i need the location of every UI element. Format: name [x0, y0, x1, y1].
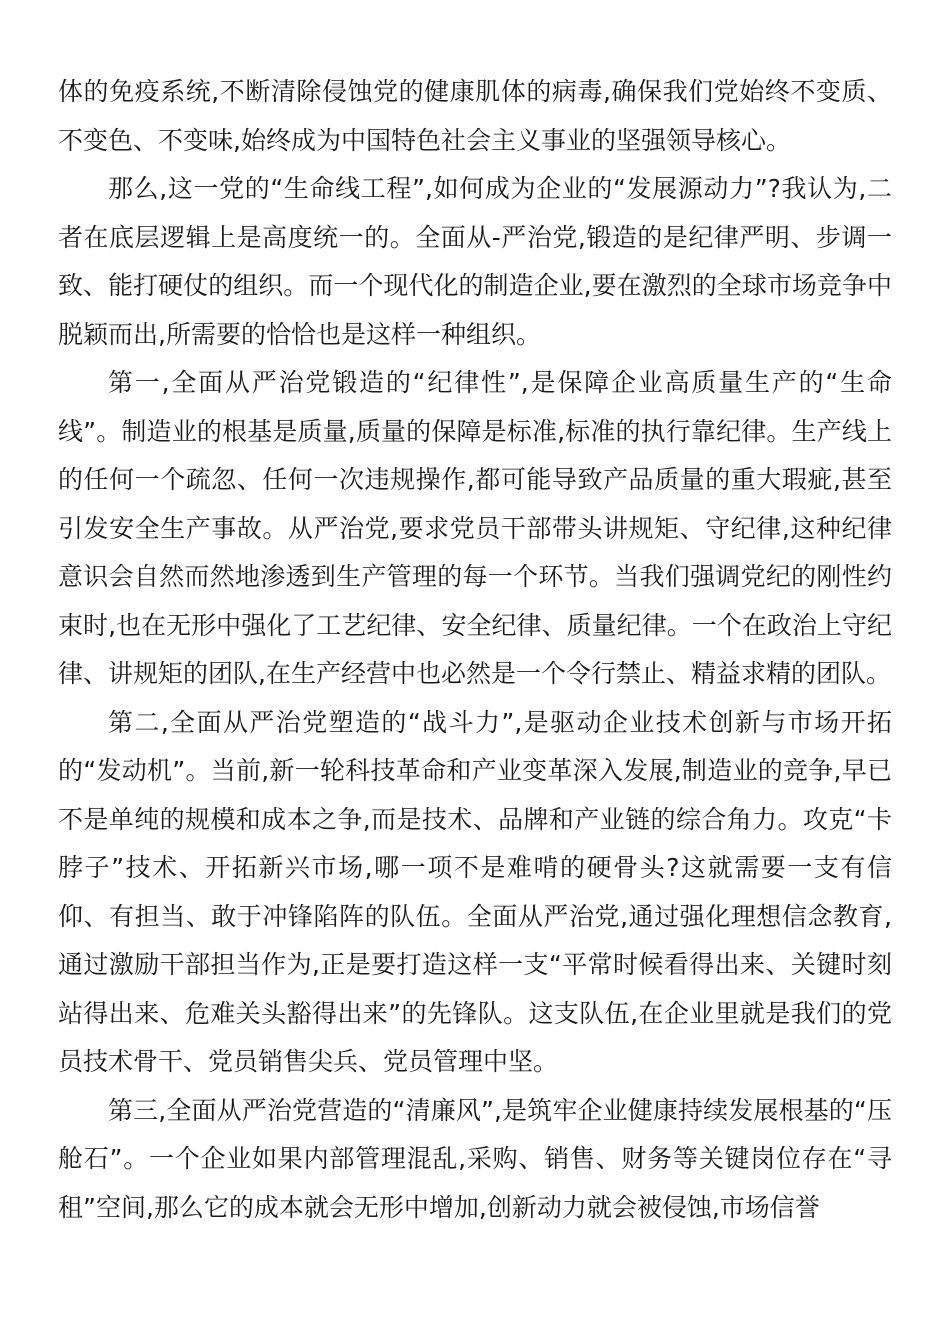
paragraph-discipline: 第一,全面从严治党锻造的“纪律性”,是保障企业高质量生产的“生命线”。制造业的根基是质量,质量的保障是标准,标准的执行靠纪律。生产线上的任何一个疏忽、任何一次违规操作,都可能导致产品质量的重大瑕疵,甚至引发安全生产事故。从严治党,要求党员干部带头讲规矩、守纪律,这种纪律意识会自然而然地渗透到生产管理的每一个环节。当我们强调党纪的刚性约束时,也在无形中强化了工艺纪律、安全纪律、质量纪律。一个在政治上守纪律、讲规矩的团队,在生产经营中也必然是一个令行禁止、精益求精的团队。	[58, 368, 892, 688]
paragraph-continuation: 体的免疫系统,不断清除侵蚀党的健康肌体的病毒,确保我们党始终不变质、不变色、不变味,始终成为中国特色社会主义事业的坚强领导核心。	[58, 77, 892, 155]
paragraph-combat-power: 第二,全面从严治党塑造的“战斗力”,是驱动企业技术创新与市场开拓的“发动机”。当前,新一轮科技革命和产业变革深入发展,制造业的竞争,早已不是单纯的规模和成本之争,而是技术、品牌和产业链的综合角力。攻克“卡脖子”技术、开拓新兴市场,哪一项不是难啃的硬骨头?这就需要一支有信仰、有担当、敢于冲锋陷阵的队伍。全面从严治党,通过强化理想信念教育,通过激励干部担当作为,正是要打造这样一支“平常时候看得出来、关键时刻站得出来、危难关头豁得出来”的先锋队。这支队伍,在企业里就是我们的党员技术骨干、党员销售尖兵、党员管理中坚。	[58, 707, 892, 1076]
document-body	[58, 68, 892, 1232]
paragraph-integrity: 第三,全面从严治党营造的“清廉风”,是筑牢企业健康持续发展根基的“压舱石”。一个企业如果内部管理混乱,采购、销售、财务等关键岗位存在“寻租”空间,那么它的成本就会无形中增加,创新动力就会被侵蚀,市场信誉	[58, 1095, 892, 1222]
paragraph-logic: 那么,这一党的“生命线工程”,如何成为企业的“发展源动力”?我认为,二者在底层逻辑上是高度统一的。全面从-严治党,锻造的是纪律严明、步调一致、能打硬仗的组织。而一个现代化的制造企业,要在激烈的全球市场竞争中脱颖而出,所需要的恰恰也是这样一种组织。	[58, 174, 892, 349]
